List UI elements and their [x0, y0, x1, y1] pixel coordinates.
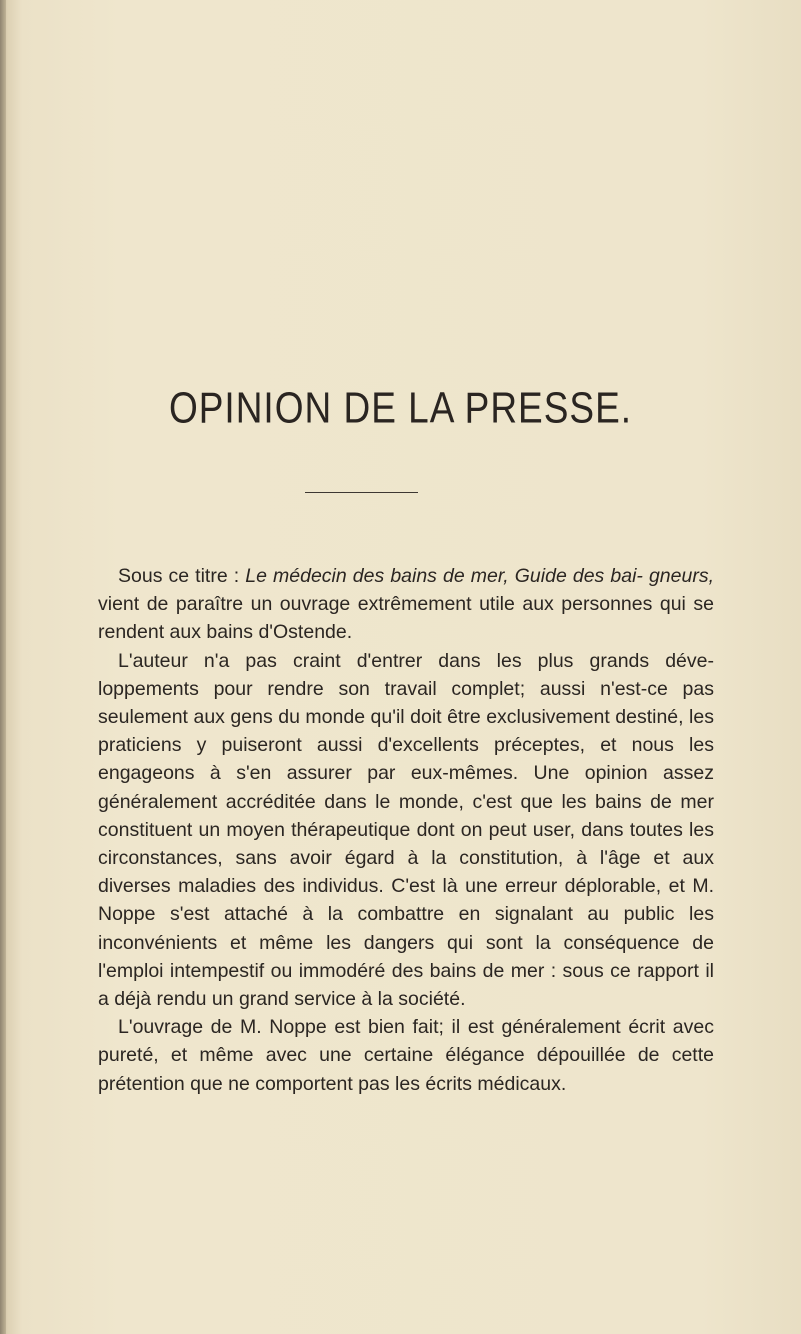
paragraph-1-before: Sous ce titre :: [118, 565, 246, 587]
paragraph-1-after: vient de paraître un ouvrage extrêmement utile aux personnes qui se rendent aux bains d'Ostende.: [98, 593, 714, 644]
binding-edge: [0, 0, 6, 1334]
separator-rule: [305, 492, 418, 493]
body-text: [98, 562, 714, 1098]
page-heading: OPINION DE LA PRESSE.: [168, 383, 633, 433]
paragraph-3: L'ouvrage de M. Noppe est bien fait; il est généralement écrit avec pureté, et même avec une certaine élégance dépouillée de cette prétention que ne comportent pas les écrits médicaux.: [98, 1016, 714, 1095]
paragraph-1: [98, 562, 714, 647]
paragraph-2: L'auteur n'a pas craint d'entrer dans les plus grands déve- loppements pour rendre son travail complet; aussi n'est-ce pas seulement aux gens du monde qu'il doit être exclusivement destiné, les praticiens y puiseront aussi d'excellents préceptes, et nous les engageons à s'en assurer par eux-mêmes. Une opinion assez généralement accréditée dans le monde, c'est que les bains de mer constituent un moyen thérapeutique dont on peut user, dans toutes les circonstances, sans avoir égard à la constitution, à l'âge et aux diverses maladies des individus. C'est là une erreur déplorable, et M. Noppe s'est attaché à la combattre en signalant au public les inconvénients et même les dangers qui sont la conséquence de l'emploi intempestif ou immodéré des bains de mer : sous ce rapport il a déjà rendu un grand service à la société.: [98, 649, 714, 1011]
book-title: Le médecin des bains de mer, Guide des bai- gneurs,: [245, 565, 715, 587]
